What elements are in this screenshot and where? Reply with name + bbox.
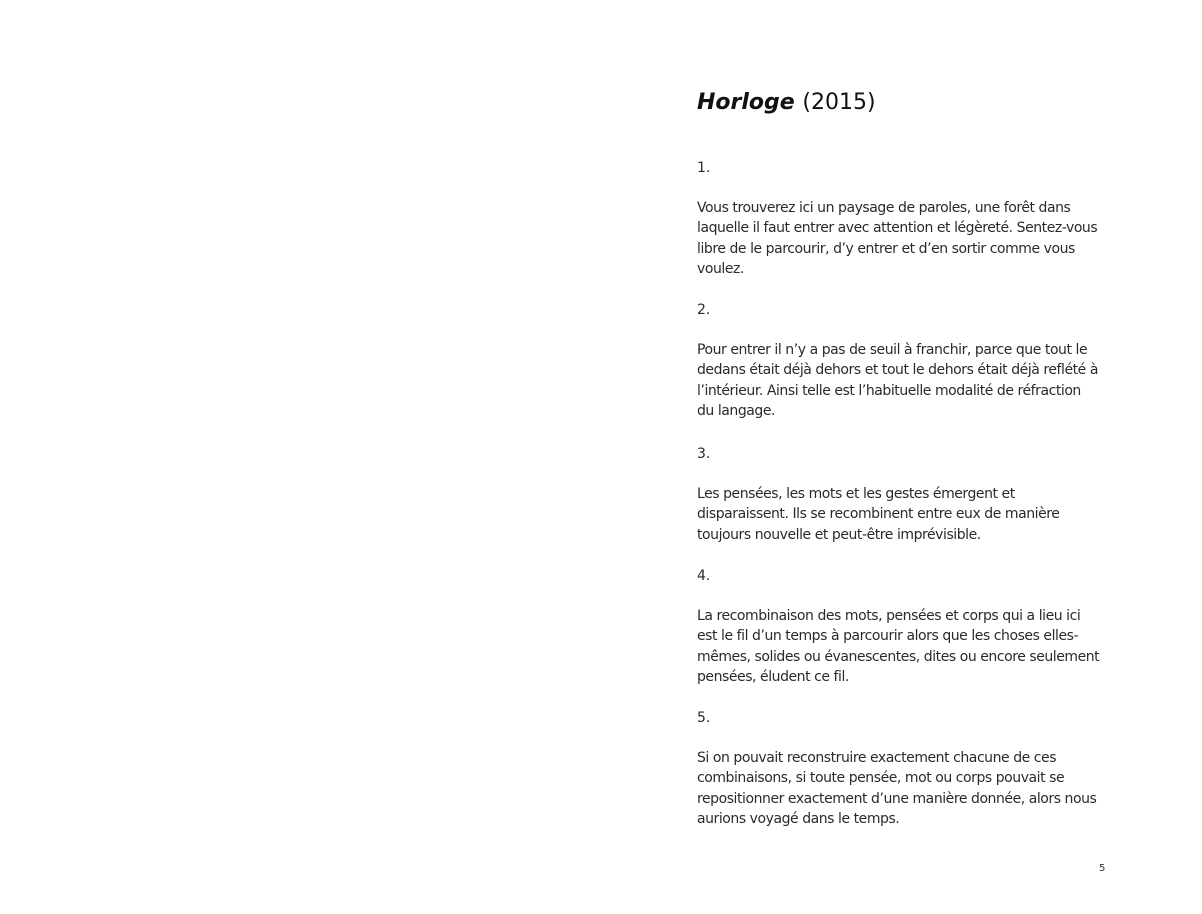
right-page [601, 0, 1202, 914]
text-line: mêmes, solides ou évanescentes, dites ou encore seulement [697, 648, 1100, 665]
section-number: 4. [697, 568, 711, 584]
text-line: Pour entrer il n’y a pas de seuil à franchir, parce que tout le [697, 342, 1088, 358]
section-text [697, 484, 1107, 545]
text-line: Vous trouverez ici un paysage de paroles, une forêt dans [697, 200, 1071, 216]
text-line: repositionner exactement d’une manière donnée, alors nous [697, 790, 1097, 807]
section-text [697, 340, 1107, 422]
text-line: du langage. [697, 403, 776, 420]
page-number: 5 [1099, 863, 1106, 874]
section-number: 1. [697, 160, 711, 176]
text-line: disparaissent. Ils se recombinent entre eux de manière [697, 506, 1060, 523]
text-line: dedans était déjà dehors et tout le dehors était déjà reflété à [697, 362, 1098, 379]
section-number: 3. [697, 446, 711, 462]
text-line: toujours nouvelle et peut-être imprévisible. [697, 526, 981, 543]
section-text [697, 606, 1107, 688]
title-work: Horloge [697, 90, 795, 115]
text-line: est le fil d’un temps à parcourir alors que les choses elles- [697, 628, 1079, 645]
text-line: voulez. [697, 261, 744, 278]
title-year: (2015) [802, 90, 876, 115]
text-line: l’intérieur. Ainsi telle est l’habituelle modalité de réfraction [697, 382, 1081, 399]
text-line: combinaisons, si toute pensée, mot ou corps pouvait se [697, 770, 1065, 787]
section-3 [697, 444, 1107, 545]
section-1 [697, 158, 1107, 280]
text-line: Si on pouvait reconstruire exactement chacune de ces [697, 750, 1057, 766]
text-line: aurions voyagé dans le temps. [697, 811, 900, 828]
section-2 [697, 300, 1107, 422]
section-number: 5. [697, 710, 711, 726]
section-5 [697, 708, 1107, 830]
page-title [697, 86, 876, 120]
text-line: laquelle il faut entrer avec attention et légèreté. Sentez-vous [697, 220, 1098, 237]
section-4 [697, 566, 1107, 688]
text-line: Les pensées, les mots et les gestes émergent et [697, 486, 1015, 502]
text-line: La recombinaison des mots, pensées et corps qui a lieu ici [697, 608, 1081, 624]
section-text [697, 198, 1107, 280]
text-line: libre de le parcourir, d’y entrer et d’en sortir comme vous [697, 240, 1075, 257]
section-text [697, 748, 1107, 830]
text-line: pensées, éludent ce fil. [697, 669, 849, 686]
section-number: 2. [697, 302, 711, 318]
